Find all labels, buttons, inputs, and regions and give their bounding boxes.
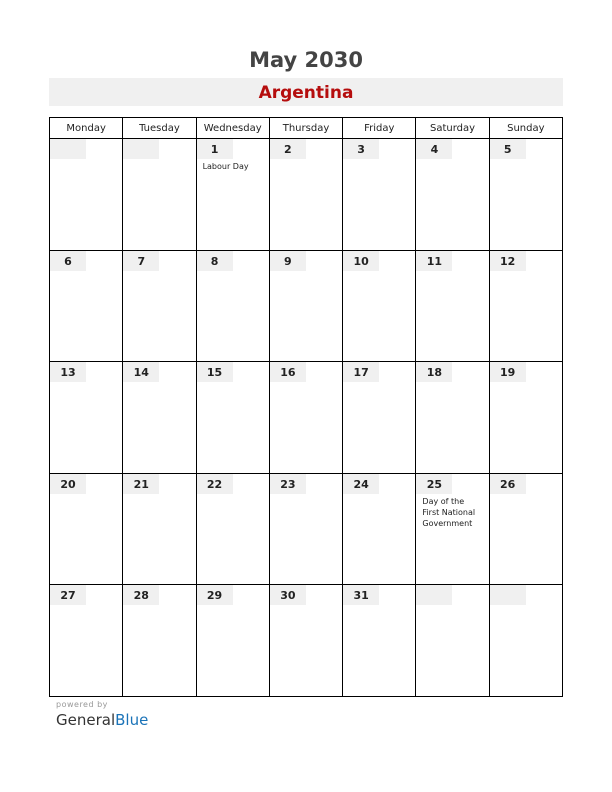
day-cell	[489, 139, 562, 251]
day-cell	[196, 250, 269, 362]
weekday-header: Monday	[50, 118, 123, 139]
day-number: 5	[490, 139, 526, 159]
day-number: 23	[270, 474, 306, 494]
day-number: 25	[416, 474, 452, 494]
week-row	[50, 250, 563, 362]
day-number	[50, 139, 86, 159]
day-number: 12	[490, 251, 526, 271]
weekday-header: Thursday	[269, 118, 342, 139]
day-number: 3	[343, 139, 379, 159]
day-number	[490, 585, 526, 605]
day-number: 8	[197, 251, 233, 271]
day-cell	[343, 473, 416, 585]
country-name: Argentina	[258, 83, 354, 103]
day-cell	[416, 473, 489, 585]
calendar-title: May 2030	[249, 48, 363, 72]
day-cell	[123, 250, 196, 362]
day-cell	[123, 362, 196, 474]
day-cell	[416, 250, 489, 362]
day-number: 11	[416, 251, 452, 271]
day-cell	[489, 362, 562, 474]
weekday-header: Sunday	[489, 118, 562, 139]
day-number: 28	[123, 585, 159, 605]
day-number: 31	[343, 585, 379, 605]
day-cell	[269, 362, 342, 474]
day-cell	[416, 362, 489, 474]
day-cell	[343, 139, 416, 251]
calendar-body	[50, 139, 563, 697]
generalblue-logo[interactable]	[56, 711, 148, 729]
day-cell	[269, 585, 342, 697]
day-number: 2	[270, 139, 306, 159]
empty-day-cell	[123, 139, 196, 251]
day-number: 14	[123, 362, 159, 382]
day-number: 21	[123, 474, 159, 494]
day-number: 1	[197, 139, 233, 159]
day-number	[123, 139, 159, 159]
day-cell	[269, 139, 342, 251]
day-number: 13	[50, 362, 86, 382]
day-cell	[269, 250, 342, 362]
day-number: 18	[416, 362, 452, 382]
day-cell	[343, 362, 416, 474]
day-cell	[196, 362, 269, 474]
day-cell	[50, 362, 123, 474]
day-cell	[343, 585, 416, 697]
country-banner	[49, 78, 563, 106]
day-cell	[343, 250, 416, 362]
weekday-header: Saturday	[416, 118, 489, 139]
day-cell	[196, 473, 269, 585]
weekday-header: Friday	[343, 118, 416, 139]
day-cell	[269, 473, 342, 585]
day-number: 7	[123, 251, 159, 271]
day-number: 19	[490, 362, 526, 382]
weekday-header-row	[50, 118, 563, 139]
empty-day-cell	[416, 585, 489, 697]
day-cell	[196, 139, 269, 251]
empty-day-cell	[50, 139, 123, 251]
day-cell	[416, 139, 489, 251]
week-row	[50, 139, 563, 251]
weekday-header: Wednesday	[196, 118, 269, 139]
footer	[56, 700, 148, 729]
day-cell	[196, 585, 269, 697]
brand-general-text: General	[56, 711, 116, 729]
week-row	[50, 473, 563, 585]
day-number: 16	[270, 362, 306, 382]
day-number: 24	[343, 474, 379, 494]
day-number: 15	[197, 362, 233, 382]
day-cell	[123, 473, 196, 585]
day-cell	[123, 585, 196, 697]
day-number: 17	[343, 362, 379, 382]
day-cell	[50, 585, 123, 697]
day-number: 9	[270, 251, 306, 271]
powered-by-text: powered by	[56, 700, 108, 709]
weekday-header: Tuesday	[123, 118, 196, 139]
day-cell	[50, 473, 123, 585]
day-number: 6	[50, 251, 86, 271]
day-number	[416, 585, 452, 605]
day-cell	[489, 473, 562, 585]
day-number: 29	[197, 585, 233, 605]
holiday-label: Labour Day	[202, 162, 249, 171]
day-number: 27	[50, 585, 86, 605]
day-number: 26	[490, 474, 526, 494]
calendar-grid	[49, 117, 563, 697]
holiday-label: Day of the First National Government	[422, 496, 476, 528]
day-number: 20	[50, 474, 86, 494]
brand-blue-text: Blue	[115, 711, 149, 729]
week-row	[50, 362, 563, 474]
empty-day-cell	[489, 585, 562, 697]
day-number: 30	[270, 585, 306, 605]
day-cell	[50, 250, 123, 362]
day-cell	[489, 250, 562, 362]
day-number: 22	[197, 474, 233, 494]
day-number: 10	[343, 251, 379, 271]
day-number: 4	[416, 139, 452, 159]
week-row	[50, 585, 563, 697]
